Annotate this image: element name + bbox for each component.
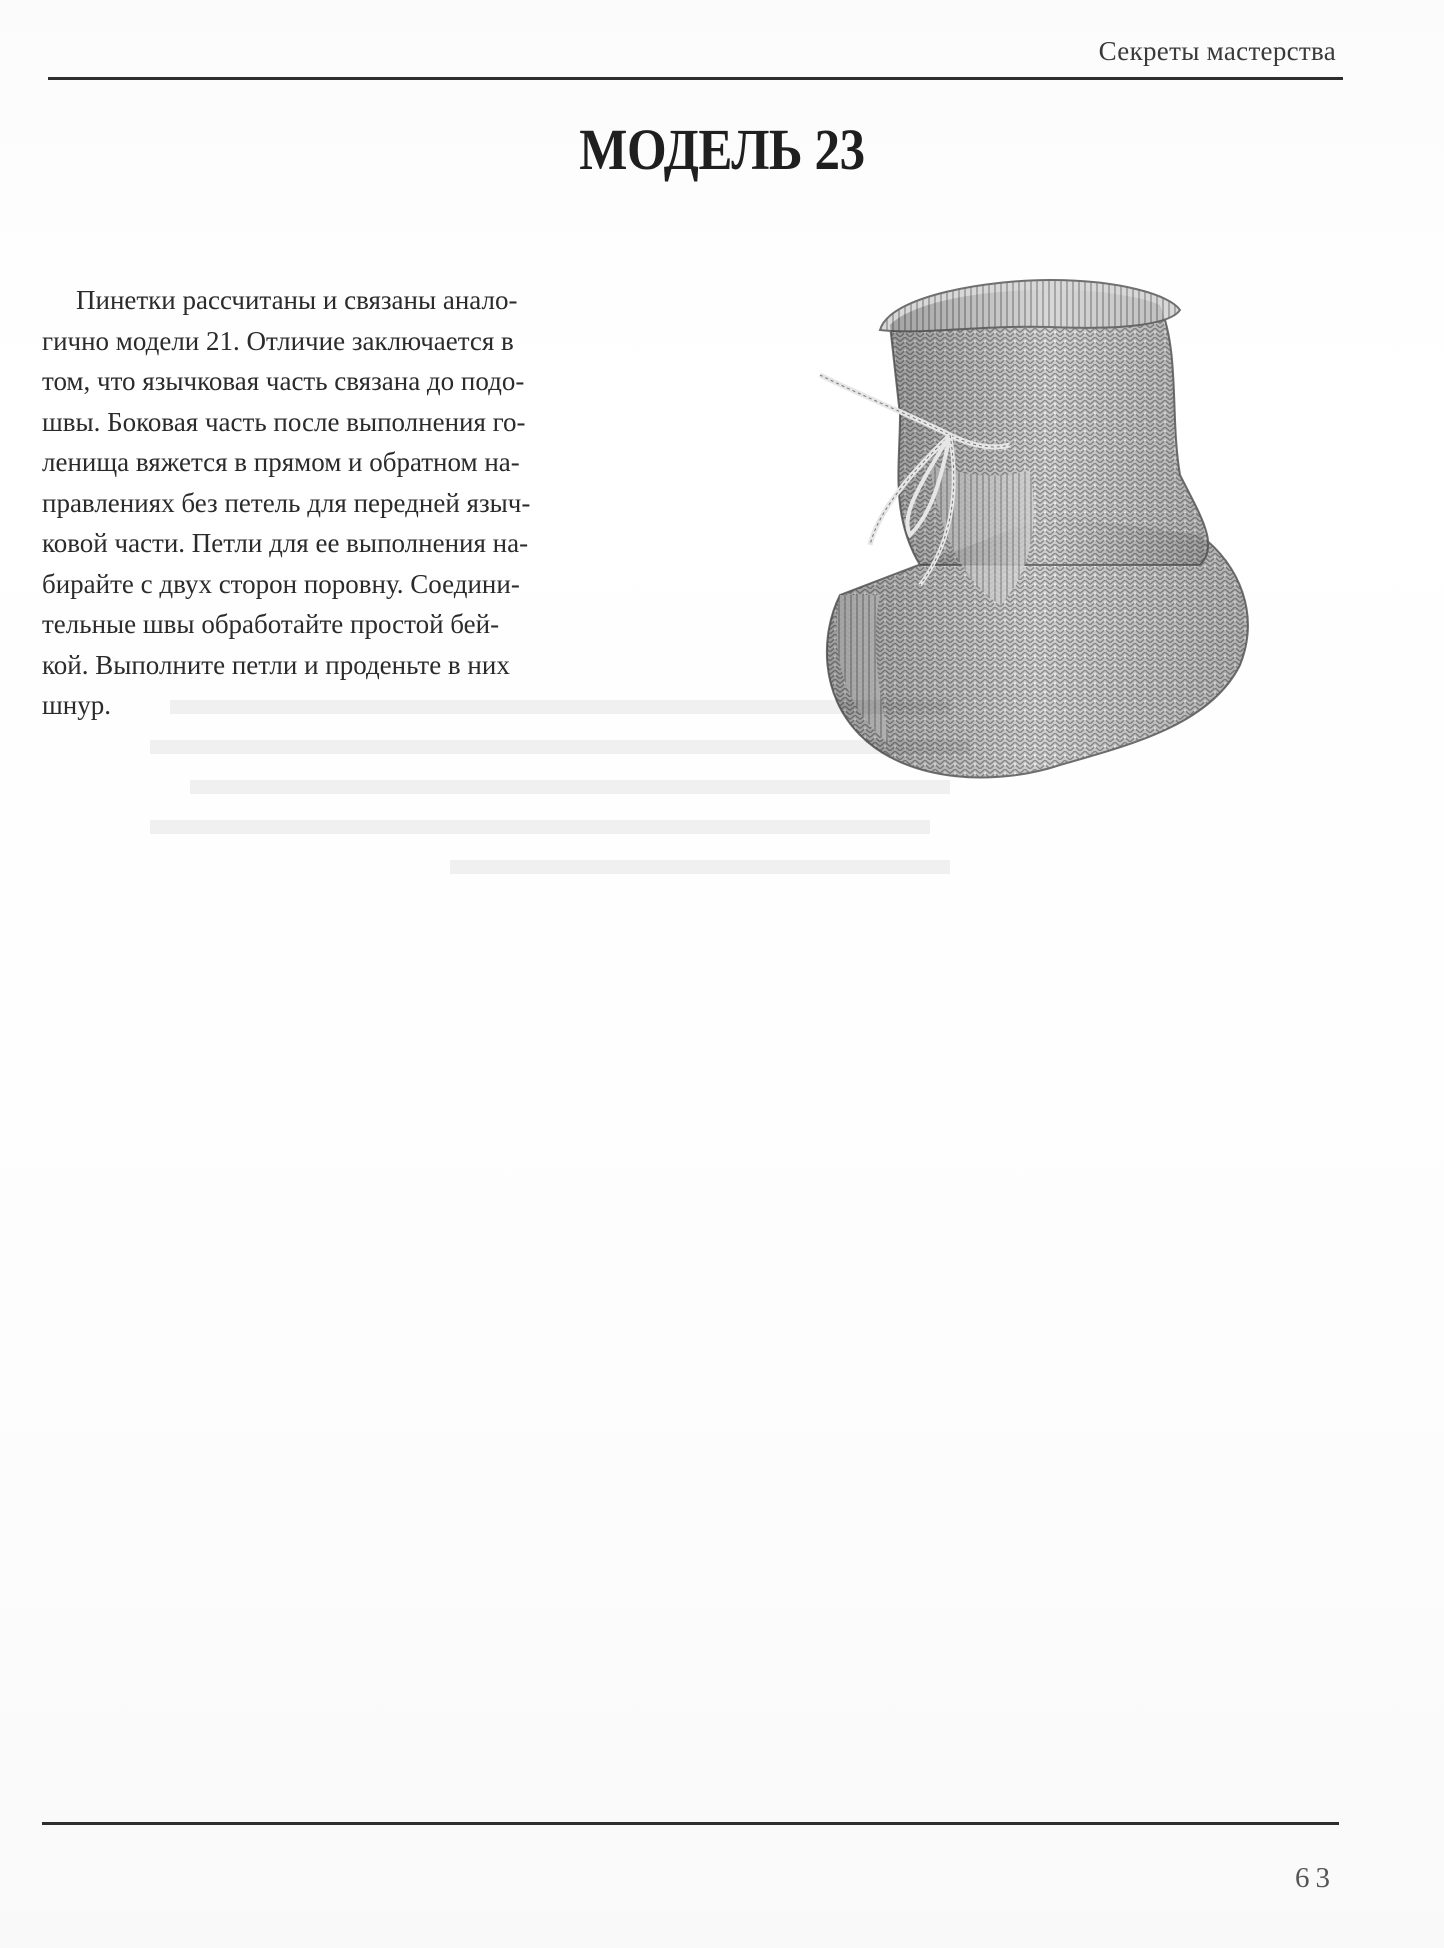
- bleed-through-texture: [150, 700, 1150, 1200]
- paragraph-line: кой. Выполните петли и проденьте в них: [42, 649, 510, 680]
- paragraph-line: Пинетки рассчитаны и связаны анало-: [76, 285, 518, 315]
- paragraph-line: правлениях без петель для передней языч-: [42, 487, 531, 518]
- paragraph-line: бирайте с двух сторон поровну. Соедини-: [42, 568, 520, 599]
- paragraph-line: гично модели 21. Отличие заключается в: [42, 325, 514, 356]
- paragraph-line: тельные швы обработайте простой бей-: [42, 609, 500, 639]
- paragraph-line: ковой части. Петли для ее выполнения на-: [42, 528, 529, 558]
- header-rule: [48, 77, 1343, 80]
- model-title: МОДЕЛЬ 23: [579, 117, 865, 182]
- footer-rule: [42, 1822, 1339, 1825]
- paragraph-line: швы. Боковая часть после выполнения го-: [42, 406, 526, 437]
- paragraph-line: шнур.: [42, 690, 111, 720]
- paragraph-line: ленища вяжется в прямом и обратном на-: [42, 447, 520, 477]
- running-header: Секреты мастерства: [1098, 36, 1336, 66]
- page-number: 63: [1295, 1862, 1336, 1894]
- description-paragraph: [42, 280, 682, 726]
- paragraph-line: том, что язычковая часть связана до подо-: [42, 366, 525, 396]
